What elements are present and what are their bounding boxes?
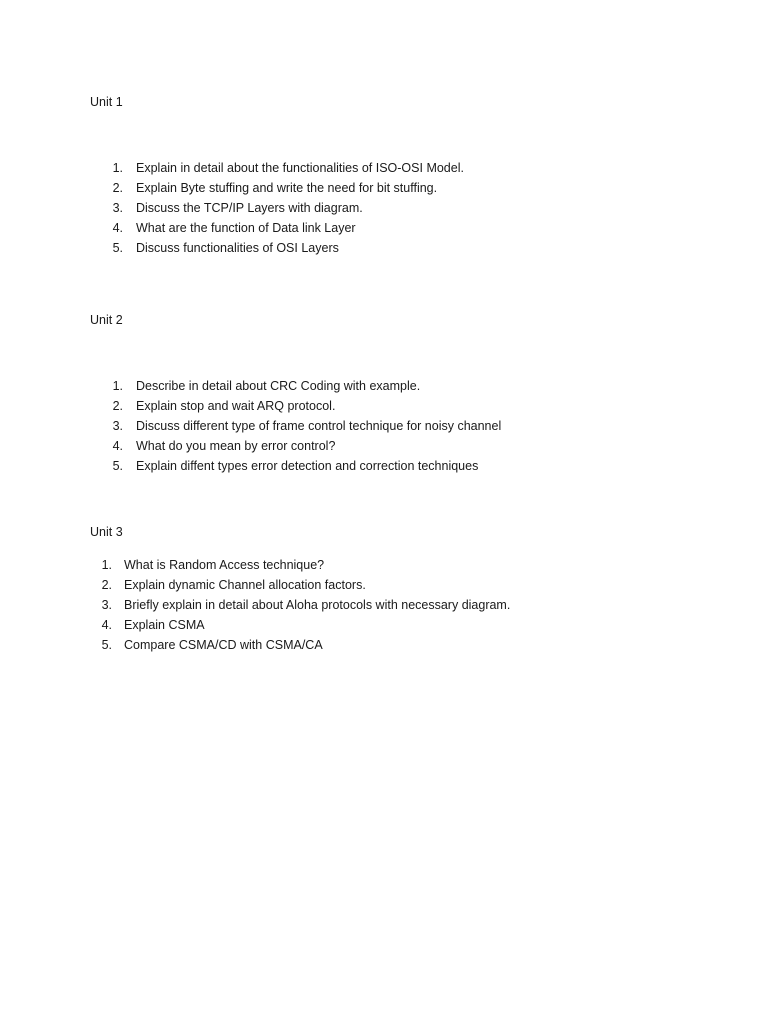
question-text: Describe in detail about CRC Coding with example.: [136, 379, 421, 393]
question-number: 2.: [101, 578, 112, 592]
unit-3-heading: Unit 3: [90, 525, 123, 539]
question-number: 3.: [112, 201, 123, 215]
list-item: [99, 200, 739, 220]
question-number: 3.: [112, 419, 123, 433]
question-number: 4.: [112, 221, 123, 235]
list-item: [99, 378, 739, 398]
question-text: Explain Byte stuffing and write the need for bit stuffing.: [136, 181, 438, 195]
question-number: 5.: [101, 638, 112, 652]
list-item: [99, 418, 739, 438]
question-text: Explain diffent types error detection and correction techniques: [136, 459, 479, 473]
unit-1-heading: Unit 1: [90, 95, 123, 109]
question-text: Discuss functionalities of OSI Layers: [136, 241, 339, 255]
question-number: 4.: [101, 618, 112, 632]
list-item: [88, 597, 728, 617]
question-number: 4.: [112, 439, 123, 453]
list-item: [88, 637, 728, 657]
unit-3-question-list: [88, 557, 728, 657]
list-item: [88, 577, 728, 597]
question-number: 1.: [112, 379, 123, 393]
question-text: Discuss the TCP/IP Layers with diagram.: [136, 201, 363, 215]
unit-2-question-list: [99, 378, 739, 478]
list-item: [99, 458, 739, 478]
question-text: What is Random Access technique?: [124, 558, 325, 572]
list-item: [99, 220, 739, 240]
question-text: What do you mean by error control?: [136, 439, 336, 453]
list-item: [99, 180, 739, 200]
list-item: [88, 557, 728, 577]
question-number: 2.: [112, 181, 123, 195]
question-text: What are the function of Data link Layer: [136, 221, 356, 235]
question-number: 1.: [112, 161, 123, 175]
question-text: Discuss different type of frame control technique for noisy channel: [136, 419, 502, 433]
question-number: 5.: [112, 459, 123, 473]
question-number: 1.: [101, 558, 112, 572]
question-number: 2.: [112, 399, 123, 413]
list-item: [99, 240, 739, 260]
unit-1-question-list: [99, 160, 739, 260]
question-text: Explain dynamic Channel allocation factors.: [124, 578, 366, 592]
list-item: [88, 617, 728, 637]
question-text: Explain stop and wait ARQ protocol.: [136, 399, 336, 413]
question-text: Briefly explain in detail about Aloha protocols with necessary diagram.: [124, 598, 511, 612]
question-text: Explain in detail about the functionalities of ISO-OSI Model.: [136, 161, 464, 175]
list-item: [99, 438, 739, 458]
unit-2-heading: Unit 2: [90, 313, 123, 327]
question-number: 3.: [101, 598, 112, 612]
list-item: [99, 160, 739, 180]
question-number: 5.: [112, 241, 123, 255]
question-text: Explain CSMA: [124, 618, 205, 632]
list-item: [99, 398, 739, 418]
question-text: Compare CSMA/CD with CSMA/CA: [124, 638, 323, 652]
